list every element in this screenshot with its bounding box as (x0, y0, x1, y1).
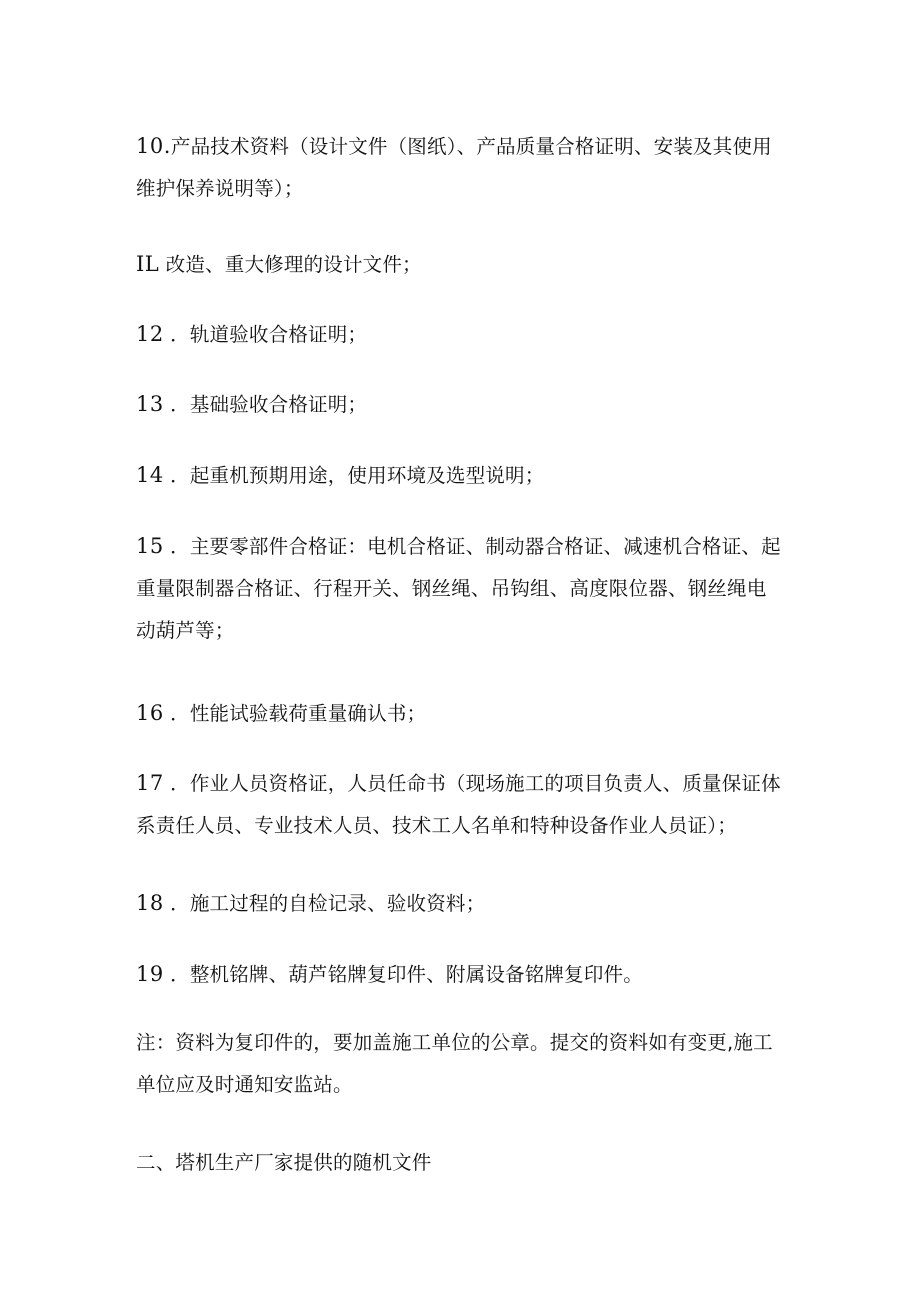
item-text: 改造、重大修理的设计文件； (159, 253, 422, 276)
item-text: ．施工过程的自检记录、验收资料； (163, 892, 486, 915)
section-heading-text: 二、塔机生产厂家提供的随机文件 (136, 1151, 432, 1174)
item-number: 10. (136, 134, 171, 158)
item-text: ．性能试验载荷重量确认书； (163, 702, 427, 725)
item-16 (136, 692, 796, 735)
item-17-line-1 (136, 762, 796, 805)
item-number: 12 (136, 322, 164, 346)
item-11-line-1 (136, 243, 796, 286)
item-15 (136, 525, 796, 652)
item-text: ．整机铭牌、葫芦铭牌复印件、附属设备铭牌复印件。 (163, 963, 643, 986)
item-11 (136, 243, 796, 286)
item-17-line-2: 系责任人员、专业技术人员、技术工人名单和特种设备作业人员证）； (136, 814, 737, 837)
item-text: ．基础验收合格证明； (163, 393, 368, 416)
item-number: 13 (136, 392, 164, 416)
item-13-line-1 (136, 383, 796, 426)
item-14 (136, 454, 796, 497)
item-text: ．起重机预期用途，使用环境及选型说明； (163, 464, 545, 487)
item-19 (136, 953, 796, 996)
item-number: 18 (136, 891, 164, 915)
item-number: 14 (136, 463, 164, 487)
item-number: 17 (136, 771, 164, 795)
item-15-line-2: 重量限制器合格证、行程开关、钢丝绳、吊钩组、高度限位器、钢丝绳电 (136, 577, 767, 600)
note-line-1: 注：资料为复印件的，要加盖施工单位的公章。提交的资料如有变更,施工 (136, 1031, 773, 1054)
item-12 (136, 313, 796, 356)
item-19-line-1 (136, 953, 796, 996)
item-18-line-1 (136, 882, 796, 925)
item-number: 16 (136, 701, 164, 725)
item-number: 15 (136, 534, 164, 558)
item-10-line-1 (136, 125, 796, 168)
item-number: 19 (136, 962, 164, 986)
item-18 (136, 882, 796, 925)
item-10-line-2: 维护保养说明等）； (136, 177, 304, 200)
note-line-2: 单位应及时通知安监站。 (136, 1073, 353, 1096)
item-16-line-1 (136, 692, 796, 735)
note-paragraph (136, 1022, 796, 1106)
item-text: ．轨道验收合格证明； (163, 323, 368, 346)
item-15-line-3: 动葫芦等； (136, 619, 235, 642)
item-10 (136, 125, 796, 210)
item-14-line-1 (136, 454, 796, 497)
item-text: ．主要零部件合格证：电机合格证、制动器合格证、减速机合格证、起 (163, 535, 781, 558)
item-text: 产品技术资料（设计文件（图纸）、产品质量合格证明、安装及其使用 (170, 135, 772, 158)
item-12-line-1 (136, 313, 796, 356)
item-text: ．作业人员资格证，人员任命书（现场施工的项目负责人、质量保证体 (163, 772, 781, 795)
item-number: IL (136, 252, 160, 276)
item-17 (136, 762, 796, 847)
item-15-line-1 (136, 525, 796, 568)
item-13 (136, 383, 796, 426)
section-heading (136, 1142, 796, 1184)
